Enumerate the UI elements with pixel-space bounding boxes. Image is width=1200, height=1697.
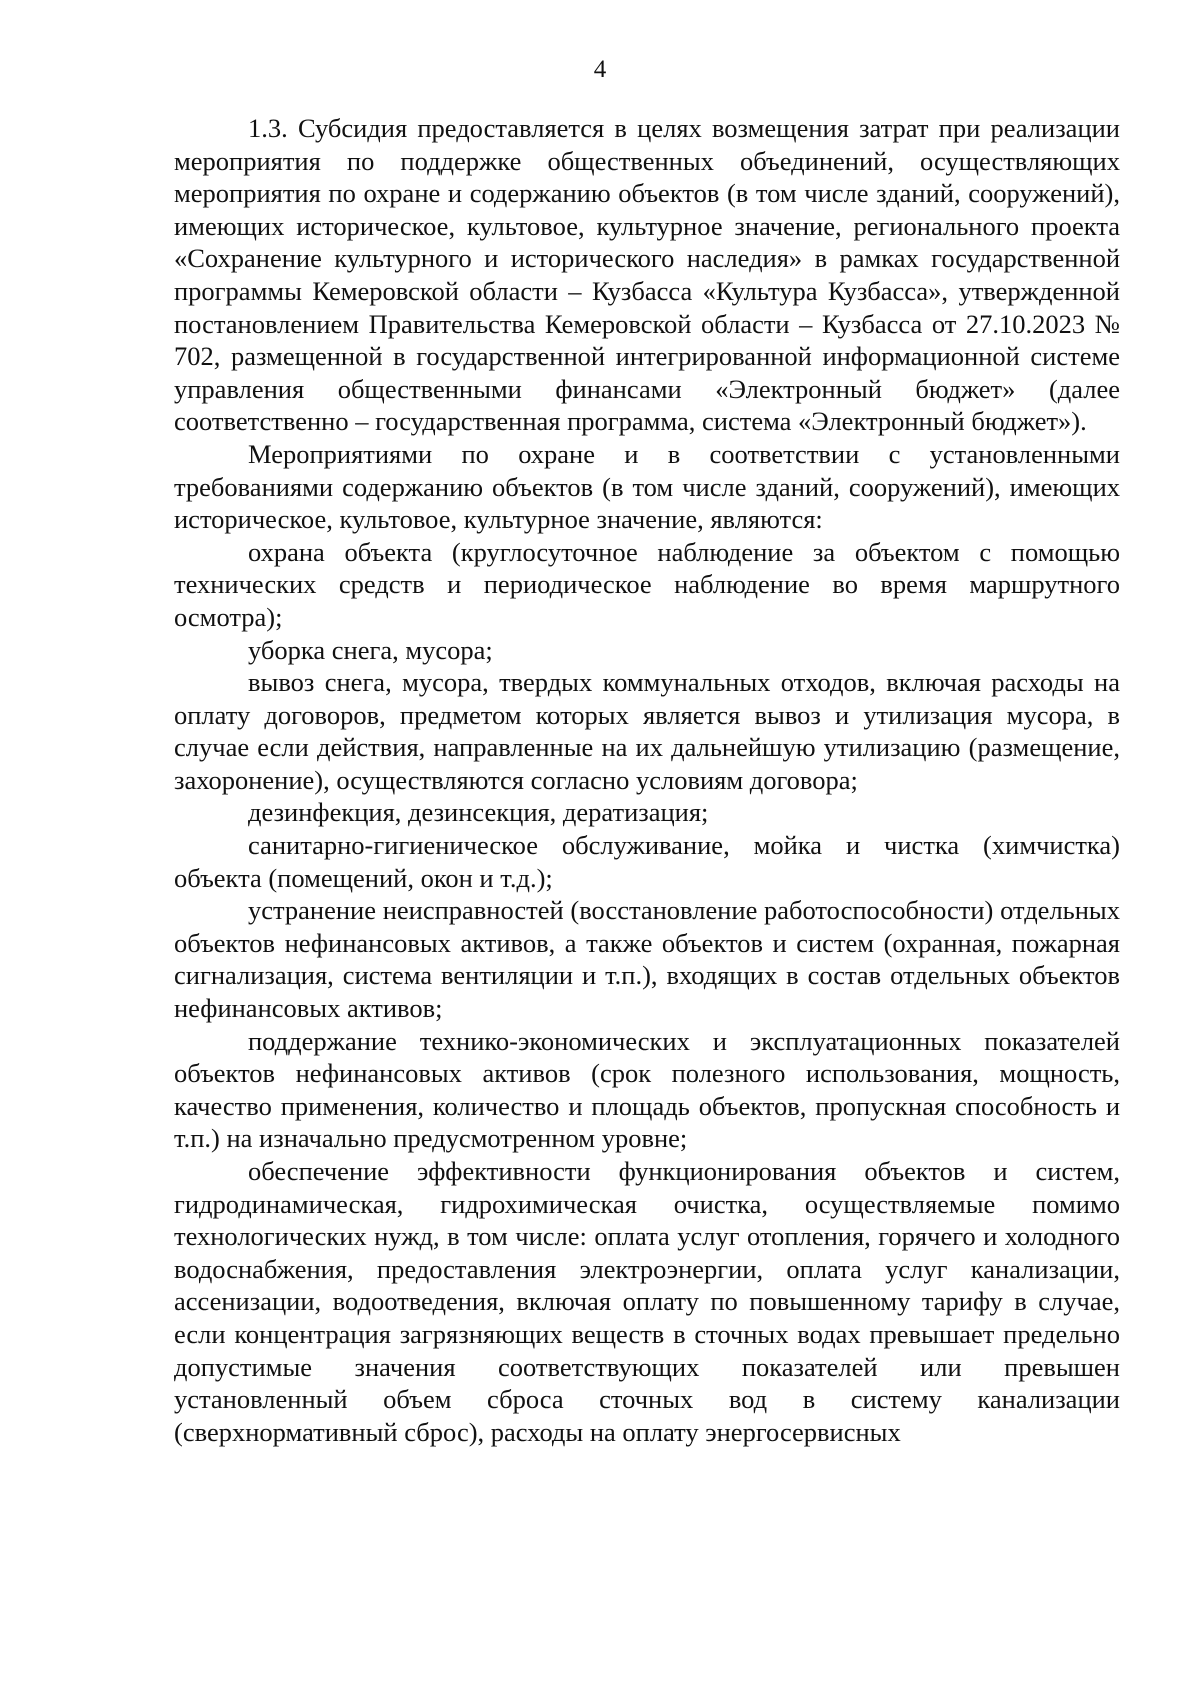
list-item-efficiency: обеспечение эффективности функционирования объектов и систем, гидродинамическая, гидрохимическая очистка, осуществляемые помимо технологических нужд, в том числе: оплата услуг отопления, горячего и холодного водоснабжения, предоставления электроэнергии, оплата услуг канализации, ассенизации, водоотведения, включая оплату по повышенному тарифу в случае, если концентрация загрязняющих веществ в сточных водах превышает предельно допустимые значения соответствующих показателей или превышен установленный объем сброса сточных вод в систему канализации (сверхнормативный сброс), расходы на оплату энергосервисных: [174, 1156, 1120, 1447]
list-item-waste-removal: вывоз снега, мусора, твердых коммунальных отходов, включая расходы на оплату договоров, предметом которых является вывоз и утилизация мусора, в случае если действия, направленные на их дальнейшую утилизацию (размещение, захоронение), осуществляются согласно условиям договора;: [174, 667, 1120, 795]
document-body: [174, 112, 1120, 1448]
page-number: 4: [593, 56, 607, 83]
list-item-sanitary-service: санитарно-гигиеническое обслуживание, мойка и чистка (химчистка) объекта (помещений, окон и т.д.);: [174, 830, 1120, 893]
list-item-guarding: охрана объекта (круглосуточное наблюдение за объектом с помощью технических средств и периодическое наблюдение во время маршрутного осмотра);: [174, 536, 1120, 632]
list-item-repairs: устранение неисправностей (восстановление работоспособности) отдельных объектов нефинансовых активов, а также объектов и систем (охранная, пожарная сигнализация, система вентиляции и т.п.), входящих в состав отдельных объектов нефинансовых активов;: [174, 895, 1120, 1024]
list-item-snow-cleaning: уборка снега, мусора;: [248, 634, 493, 665]
paragraph-1-3: 1.3. Субсидия предоставляется в целях возмещения затрат при реализации мероприятия по поддержке общественных объединений, осуществляющих мероприятия по охране и содержанию объектов (в том числе зданий, сооружений), имеющих историческое, культовое, культурное значение, регионального проекта «Сохранение культурного и исторического наследия» в рамках государственной программы Кемеровской области – Кузбасса «Культура Кузбасса», утвержденной постановлением Правительства Кемеровской области – Кузбасса от 27.10.2023 № 702, размещенной в государственной интегрированной информационной системе управления общественными финансами «Электронный бюджет» (далее соответственно – государственная программа, система «Электронный бюджет»).: [174, 113, 1120, 437]
list-item-disinfection: дезинфекция, дезинсекция, дератизация;: [248, 797, 709, 828]
paragraph-measures-intro: Мероприятиями по охране и в соответствии с установленными требованиями содержанию объектов (в том числе зданий, сооружений), имеющих историческое, культовое, культурное значение, являются:: [174, 438, 1120, 535]
list-item-maintenance: поддержание технико-экономических и эксплуатационных показателей объектов нефинансовых активов (срок полезного использования, мощность, качество применения, количество и площадь объектов, пропускная способность и т.п.) на изначально предусмотренном уровне;: [174, 1025, 1120, 1154]
